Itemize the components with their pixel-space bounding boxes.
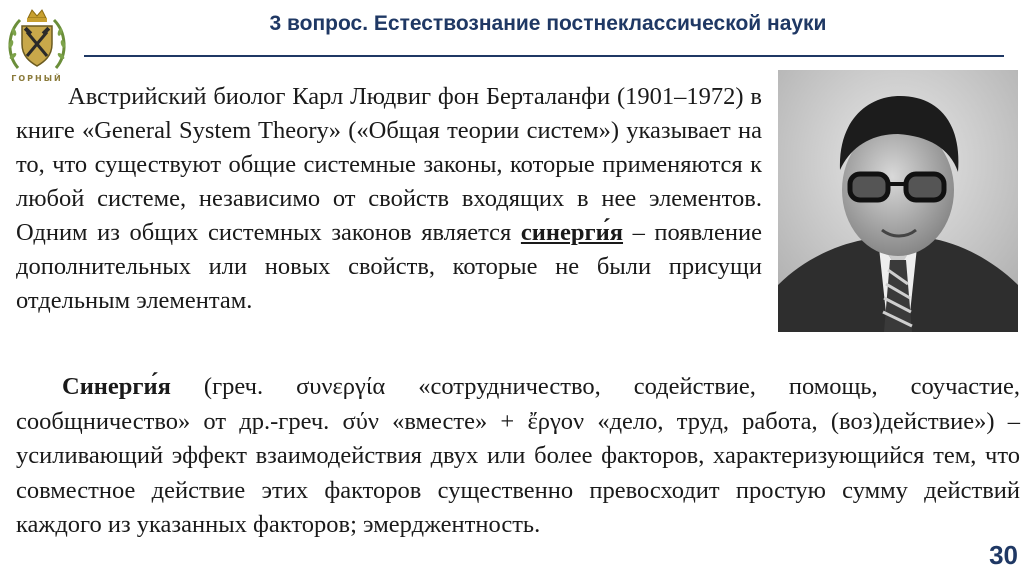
definition-term: Синерги́я — [62, 373, 171, 400]
definition-paragraph — [16, 370, 1020, 543]
portrait-photo-icon — [778, 70, 1018, 332]
intro-text-before: Австрийский биолог Карл Людвиг фон Берталанфи (1901–1972) в книге «General System Theory» («Общая теории систем») указывает на то, что существуют общие системные законы, которые применяются к любой системе, независимо от свойств входящих в нее элементов. Одним из общих системных законов является — [16, 83, 762, 246]
logo-caption: ГОРНЫЙ — [11, 74, 63, 83]
definition-text: (греч. συνεργία «сотрудничество, содействие, помощь, соучастие, сообщничество» от др.-греч. σύν «вместе» + ἔργον «дело, труд, работа, (воз)действие») – усиливающий эффект взаимодействия двух или более факторов, характеризующийся тем, что совместное действие этих факторов существенно превосходит простую сумму действий каждого из указанных факторов; эмерджентность. — [16, 373, 1020, 538]
header-divider — [84, 55, 1004, 57]
page-number: 30 — [989, 540, 1018, 570]
portrait-photo — [778, 70, 1018, 332]
page-title: 3 вопрос. Естествознание постнеклассической науки — [269, 12, 827, 35]
intro-text-after: – появление дополнительных или новых свойств, которые не были присущи отдельным элементам. — [16, 219, 763, 314]
synergy-term: синерги́я — [520, 219, 624, 246]
intro-paragraph — [16, 80, 762, 318]
